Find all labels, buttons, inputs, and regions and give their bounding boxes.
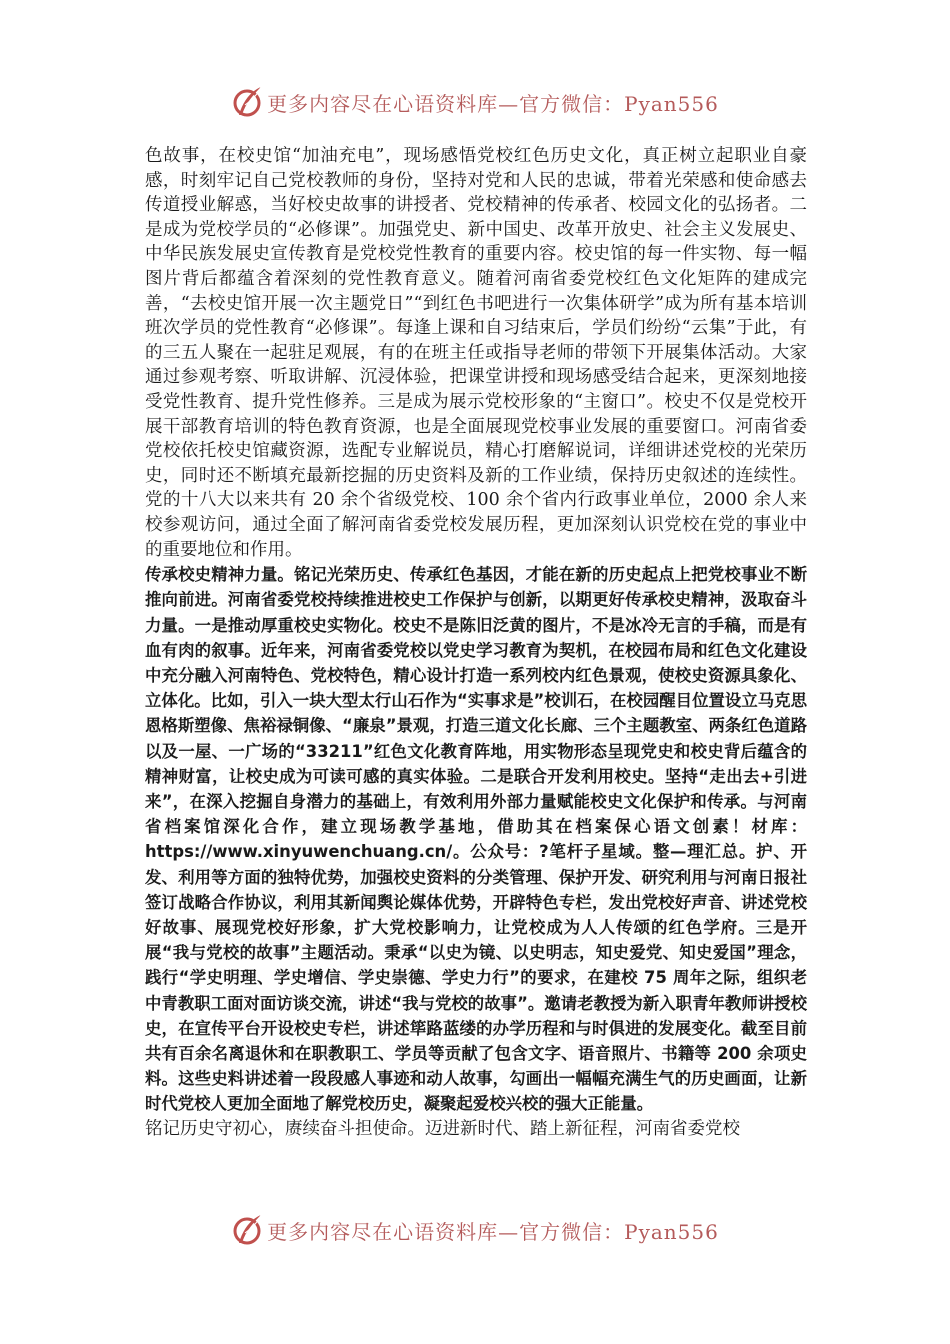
footer-watermark-text: 更多内容尽在心语资料库—官方微信：Pyan556 <box>267 1219 719 1244</box>
footer-watermark <box>0 1210 950 1250</box>
feather-quill-icon <box>231 1213 265 1247</box>
paragraph-2: 传承校史精神力量。铭记光荣历史、传承红色基因，才能在新的历史起点上把党校事业不断推向前进。河南省委党校持续推进校史工作保护与创新，以期更好传承校史精神，汲取奋斗力量。一是推动厚重校史实物化。校史不是陈旧泛黄的图片，不是冰冷无言的手稿，而是有血有肉的叙事。近年来，河南省委党校以党史学习教育为契机，在校园布局和红色文化建设中充分融入河南特色、党校特色，精心设计打造一系列校内红色景观，使校史资源具象化、立体化。比如，引入一块大型太行山石作为“实事求是”校训石，在校园醒目位置设立马克思恩格斯塑像、焦裕禄铜像、“廉泉”景观，打造三道文化长廊、三个主题教室、两条红色道路以及一屋、一广场的“33211”红色文化教育阵地，用实物形态呈现党史和校史背后蕴含的精神财富，让校史成为可读可感的真实体验。二是联合开发利用校史。坚持“走出去+引进来”，在深入挖掘自身潜力的基础上，有效利用外部力量赋能校史文化保护和传承。与河南省档案馆深化合作，建立现场教学基地，借助其在档案保心语文创素！材库：https://www.xinyuwenchuang.cn/。公众号：?笔杆子星域。整—理汇总。护、开发、利用等方面的独特优势，加强校史资料的分类管理、保护开发、研究利用与河南日报社签订战略合作协议，利用其新闻舆论媒体优势，开辟特色专栏，发出党校好声音、讲述党校好故事、展现党校好形象，扩大党校影响力，让党校成为人人传颂的红色学府。三是开展“我与党校的故事”主题活动。秉承“以史为镜、以史明志，知史爱党、知史爱国”理念，践行“学史明理、学史增信、学史崇德、学史力行”的要求，在建校 75 周年之际，组织老中青教职工面对面访谈交流，讲述“我与党校的故事”。邀请老教授为新入职青年教师讲授校史，在宣传平台开设校史专栏，讲述筚路蓝缕的办学历程和与时俱进的发展变化。截至目前共有百余名离退休和在职教职工、学员等贡献了包含文字、语音照片、书籍等 200 余项史料。这些史料讲述着一段段感人事迹和动人故事，勾画出一幅幅充满生气的历史画面，让新时代党校人更加全面地了解党校历史，凝聚起爱校兴校的强大正能量。 <box>145 565 807 1114</box>
header-watermark-text: 更多内容尽在心语资料库—官方微信：Pyan556 <box>267 91 719 116</box>
paragraph-3: 铭记历史守初心，赓续奋斗担使命。迈进新时代、踏上新征程，河南省委党校 <box>145 1118 740 1139</box>
paragraph-1: 色故事，在校史馆“加油充电”，现场感悟党校红色历史文化，真正树立起职业自豪感，时刻牢记自己党校教师的身份，坚持对党和人民的忠诚，带着光荣感和使命感去传道授业解惑，当好校史故事的讲授者、党校精神的传承者、校园文化的弘扬者。二是成为党校学员的“必修课”。加强党史、新中国史、改革开放史、社会主义发展史、中华民族发展史宣传教育是党校党性教育的重要内容。校史馆的每一件实物、每一幅图片背后都蕴含着深刻的党性教育意义。随着河南省委党校红色文化矩阵的建成完善，“去校史馆开展一次主题党日”“到红色书吧进行一次集体研学”成为所有基本培训班次学员的党性教育“必修课”。每逢上课和自习结束后，学员们纷纷“云集”于此，有的三五人聚在一起驻足观展，有的在班主任或指导老师的带领下开展集体活动。大家通过参观考察、听取讲解、沉浸体验，把课堂讲授和现场感受结合起来，更深刻地接受党性教育、提升党性修养。三是成为展示党校形象的“主窗口”。校史不仅是党校开展干部教育培训的特色教育资源，也是全面展现党校事业发展的重要窗口。河南省委党校依托校史馆藏资源，选配专业解说员，精心打磨解说词，详细讲述党校的光荣历史，同时还不断填充最新挖掘的历史资料及新的工作业绩，保持历史叙述的连续性。党的十八大以来共有 20 余个省级党校、100 余个省内行政事业单位，2000 余人来校参观访问，通过全面了解河南省委党校发展历程，更加深刻认识党校在党的事业中的重要地位和作用。 <box>145 146 807 560</box>
document-body <box>145 144 807 1141</box>
header-watermark <box>0 82 950 122</box>
feather-quill-icon <box>231 85 265 119</box>
